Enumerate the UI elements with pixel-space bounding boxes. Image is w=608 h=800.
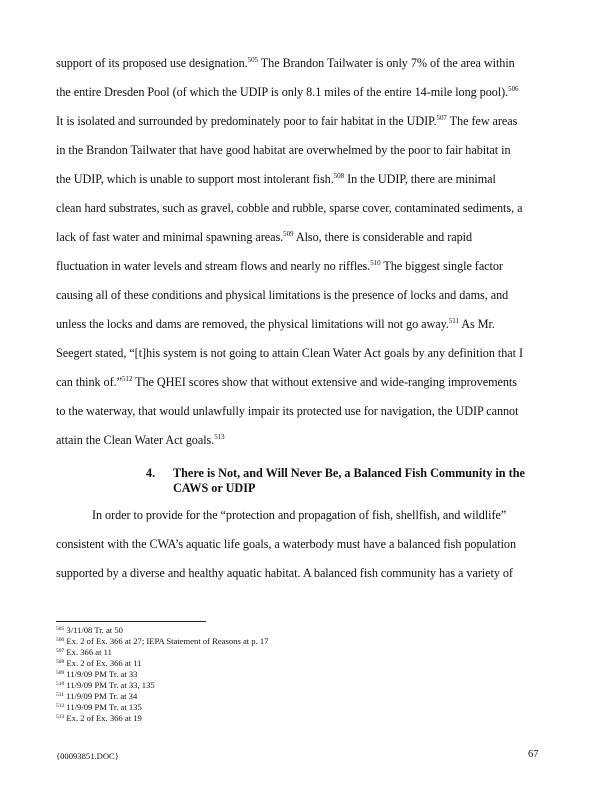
section-number: 4. (146, 466, 156, 480)
footnote-ref[interactable]: 511 (448, 317, 459, 325)
footnote: $^{505}$ 3/11/08 Tr. at 50 (56, 625, 123, 635)
document-id: {00093851.DOC} (56, 751, 119, 761)
body-line: the entire Dresden Pool (of which the UDIP is only 8.1 miles of the entire 14-mile long pool).$^{506}$ (56, 85, 519, 99)
section-heading-line2: CAWS or UDIP (173, 481, 256, 495)
footnote: $^{507}$ Ex. 366 at 11 (56, 647, 112, 657)
footnote-ref[interactable]: 507 (436, 114, 447, 122)
body-line: to the waterway, that would unlawfully impair its protected use for navigation, the UDIP cannot (56, 404, 519, 418)
footnote-ref[interactable]: 506 (508, 85, 519, 93)
body-line: fluctuation in water levels and stream flows and nearly no riffles.$^{510}$ The biggest single factor (56, 259, 503, 273)
body-line: the UDIP, which is unable to support most intolerant fish.$^{508}$ In the UDIP, there are minimal (56, 172, 496, 186)
footnote: $^{506}$ Ex. 2 of Ex. 366 at 27; IEPA Statement of Reasons at p. 17 (56, 636, 269, 646)
footnote: $^{508}$ Ex. 2 of Ex. 366 at 11 (56, 658, 142, 668)
footnote-ref[interactable]: 509 (283, 230, 294, 238)
section-heading-line1: There is Not, and Will Never Be, a Balanced Fish Community in the (173, 466, 525, 480)
page-number: 67 (528, 749, 539, 760)
body-line: causing all of these conditions and physical limitations is the presence of locks and dams, and (56, 288, 509, 302)
footnote-separator (56, 621, 206, 622)
footnote-ref[interactable]: 510 (370, 259, 381, 267)
body-line: It is isolated and surrounded by predominately poor to fair habitat in the UDIP.$^{507}$ The few areas (56, 114, 518, 128)
footnote-ref[interactable]: 513 (214, 433, 225, 441)
body-line: in the Brandon Tailwater that have good habitat are overwhelmed by the poor to fair habitat in (56, 143, 511, 157)
body-line: lack of fast water and minimal spawning areas.$^{509}$ Also, there is considerable and rapid (56, 230, 473, 244)
footnote: $^{509}$ 11/9/09 PM Tr. at 33 (56, 669, 138, 679)
body-line: consistent with the CWA’s aquatic life goals, a waterbody must have a balanced fish population (56, 537, 516, 551)
body-line: can think of.”$^{512}$ The QHEI scores show that without extensive and wide-ranging improvements (56, 375, 517, 389)
footnote: $^{513}$ Ex. 2 of Ex. 366 at 19 (56, 713, 142, 723)
body-line: supported by a diverse and healthy aquatic habitat. A balanced fish community has a variety of (56, 566, 513, 580)
body-line: support of its proposed use designation.$^{505}$ The Brandon Tailwater is only 7% of the area within (56, 56, 515, 70)
footnote: $^{511}$ 11/9/09 PM Tr. at 34 (56, 691, 138, 701)
body-line: In order to provide for the “protection and propagation of fish, shellfish, and wildlife” (92, 508, 507, 522)
body-line: unless the locks and dams are removed, the physical limitations will not go away.$^{511}$ As Mr. (56, 317, 495, 331)
footnote-ref[interactable]: 505 (247, 56, 258, 64)
body-line: attain the Clean Water Act goals.$^{513}$ (56, 433, 225, 447)
footnote-ref[interactable]: 512 (121, 375, 133, 383)
body-line: clean hard substrates, such as gravel, cobble and rubble, sparse cover, contaminated sediments, a (56, 201, 523, 215)
body-line: Seegert stated, “[t]his system is not going to attain Clean Water Act goals by any definition that I (56, 346, 523, 360)
footnote: $^{510}$ 11/9/09 PM Tr. at 33, 135 (56, 680, 155, 690)
footnote: $^{512}$ 11/9/09 PM Tr. at 135 (56, 702, 142, 712)
footnote-ref[interactable]: 508 (333, 172, 345, 180)
